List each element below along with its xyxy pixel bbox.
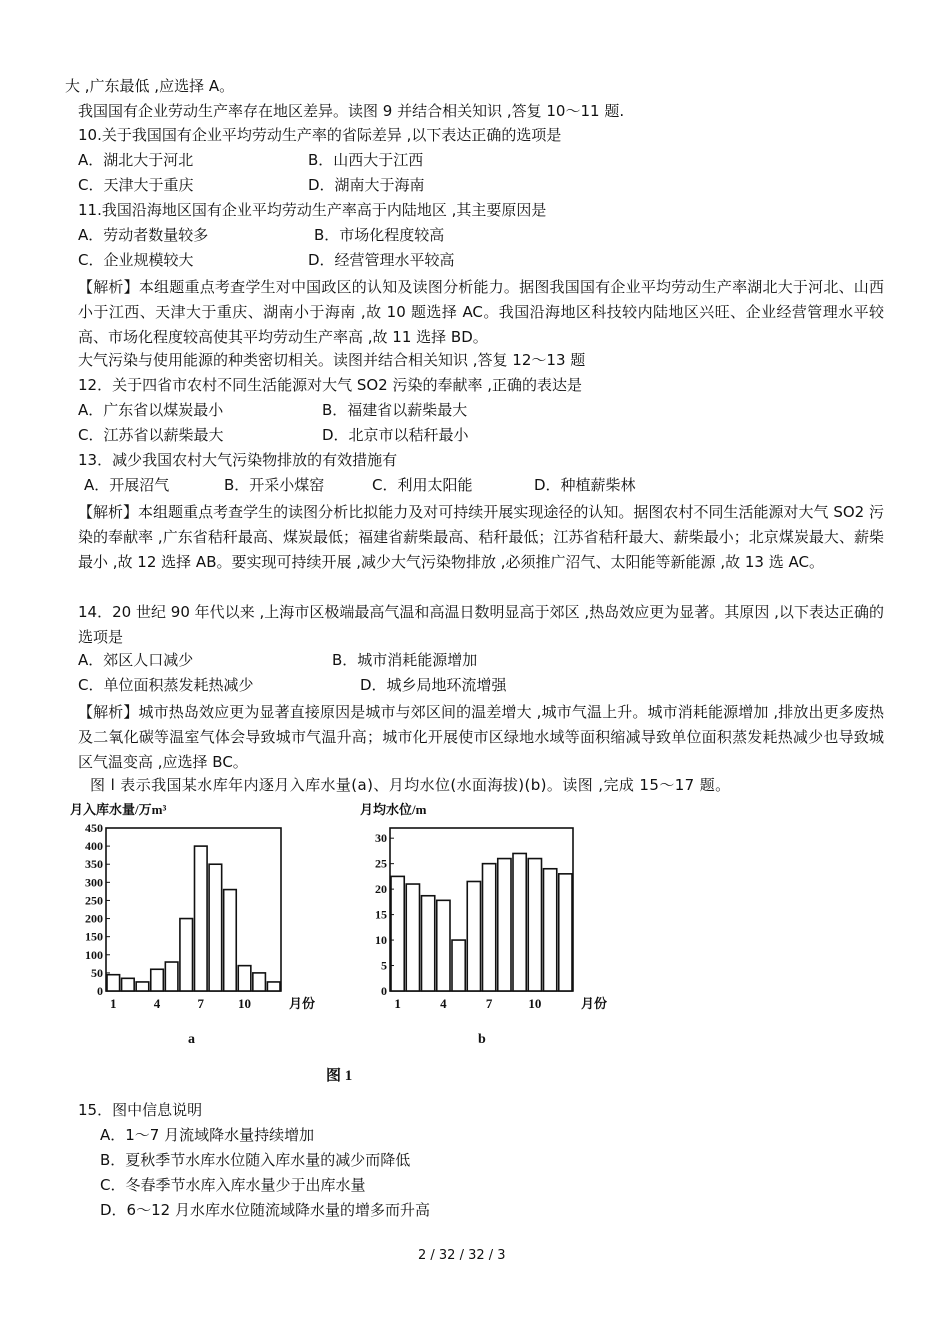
question-14: 14．20 世纪 90 年代以来 ,上海市区极端最高气温和高温日数明显高于郊区 ,热岛效应更为显著。其原因 ,以下表达正确的选项是: [78, 603, 884, 646]
analysis-14: 【解析】城市热岛效应更为显著直接原因是城市与郊区间的温差增大 ,城市气温上升。城市消耗能源增加 ,排放出更多废热及二氧化碳等温室气体会导致城市气温升高；城市化开展使市区绿地水域等面积缩减导致单位面积蒸发耗热减少也导致城区气温变高 ,应选择 BC。: [78, 703, 884, 771]
intro-10-11: 我国国有企业劳动生产率存在地区差异。读图 9 并结合相关知识 ,答复 10～11 题.: [78, 102, 625, 120]
q13-option-a: A．开展沼气: [84, 476, 170, 494]
q14-option-b: B．城市消耗能源增加: [332, 651, 478, 669]
bar-month-8: [209, 864, 222, 991]
plot-frame: [106, 828, 281, 991]
bar-month-10: [528, 859, 541, 991]
bar-month-7: [483, 864, 496, 991]
bar-month-8: [498, 859, 511, 991]
question-13: 13．减少我国农村大气污染物排放的有效措施有: [78, 451, 398, 469]
q10-option-d: D．湖南大于海南: [308, 176, 425, 194]
x-tick-label: 7: [197, 996, 205, 1011]
y-tick-label: 30: [375, 831, 387, 846]
chart-a-inflow: [70, 800, 330, 1060]
q14-option-a: A．郊区人口减少: [78, 651, 194, 669]
q10-option-a: A．湖北大于河北: [78, 151, 194, 169]
bar-month-10: [238, 966, 251, 991]
q13-option-c: C．利用太阳能: [372, 476, 473, 494]
bar-month-9: [513, 853, 526, 991]
figure-caption: 图 1: [326, 1068, 353, 1084]
chart-b-water-level: [360, 800, 610, 1060]
y-tick-label: 100: [85, 947, 103, 962]
question-10: 10.关于我国国有企业平均劳动生产率的省际差异 ,以下表达正确的选项是: [78, 126, 562, 144]
bar-month-7: [195, 846, 208, 991]
y-tick-label: 350: [85, 857, 103, 872]
bar-month-1: [107, 975, 120, 991]
y-tick-label: 25: [375, 856, 387, 871]
y-tick-label: 450: [85, 821, 103, 835]
question-11: 11.我国沿海地区国有企业平均劳动生产率高于内陆地区 ,其主要原因是: [78, 201, 547, 219]
q13-option-b: B．开采小煤窑: [224, 476, 325, 494]
q14-option-d: D．城乡局地环流增强: [360, 676, 507, 694]
y-tick-label: 15: [375, 907, 387, 922]
x-tick-label: 4: [440, 996, 447, 1011]
q12-option-d: D．北京市以秸秆最小: [322, 426, 469, 444]
bar-month-4: [437, 900, 450, 991]
q12-option-b: B．福建省以薪柴最大: [322, 401, 468, 419]
subfigure-label-a: a: [188, 1032, 195, 1047]
x-tick-label: 1: [394, 996, 401, 1011]
y-tick-label: 20: [375, 882, 387, 897]
q15-option-c: C．冬春季节水库入库水量少于出库水量: [100, 1176, 366, 1194]
bar-month-2: [406, 884, 419, 991]
bar-month-11: [253, 973, 266, 991]
y-tick-label: 50: [91, 965, 103, 980]
chart-title: 月均水位/m: [360, 802, 427, 817]
x-axis-label: 月份: [289, 996, 316, 1011]
bar-month-3: [422, 896, 435, 991]
q12-option-c: C．江苏省以薪柴最大: [78, 426, 224, 444]
y-tick-label: 300: [85, 875, 103, 890]
q10-option-c: C．天津大于重庆: [78, 176, 194, 194]
x-tick-label: 4: [153, 996, 161, 1011]
y-tick-label: 400: [85, 839, 103, 854]
y-tick-label: 200: [85, 911, 103, 926]
x-tick-label: 7: [485, 996, 493, 1011]
q11-option-b: B．市场化程度较高: [314, 226, 445, 244]
bar-month-2: [122, 978, 135, 991]
bar-month-6: [180, 919, 193, 991]
bar-month-11: [544, 869, 557, 991]
question-12: 12．关于四省市农村不同生活能源对大气 SO2 污染的奉献率 ,正确的表达是: [78, 376, 583, 394]
chart-title: 月入库水量/万m³: [70, 802, 167, 817]
q12-option-a: A．广东省以煤炭最小: [78, 401, 224, 419]
q11-option-a: A．劳动者数量较多: [78, 226, 209, 244]
intro-12-13: 大气污染与使用能源的种类密切相关。读图并结合相关知识 ,答复 12～13 题: [78, 351, 586, 369]
q11-option-c: C．企业规模较大: [78, 251, 194, 269]
q15-option-b: B．夏秋季节水库水位随入库水量的减少而降低: [100, 1151, 411, 1169]
y-tick-label: 5: [381, 958, 387, 973]
bar-month-12: [559, 874, 572, 991]
x-tick-label: 10: [528, 996, 542, 1011]
bar-month-9: [224, 890, 237, 991]
line-1: 大 ,广东最低 ,应选择 A。: [65, 77, 235, 95]
q15-option-d: D．6～12 月水库水位随流域降水量的增多而升高: [100, 1201, 430, 1219]
x-axis-label: 月份: [581, 996, 608, 1011]
bar-month-6: [467, 881, 480, 991]
x-tick-label: 1: [110, 996, 117, 1011]
subfigure-label-b: b: [478, 1032, 486, 1047]
y-tick-label: 0: [97, 984, 103, 998]
bar-month-12: [267, 982, 280, 991]
bar-month-4: [151, 969, 164, 991]
q14-option-c: C．单位面积蒸发耗热减少: [78, 676, 254, 694]
y-tick-label: 150: [85, 929, 103, 944]
question-15: 15．图中信息说明: [78, 1101, 203, 1119]
intro-15-17: 图 l 表示我国某水库年内逐月入库水量(a)、月均水位(水面海拔)(b)。读图 ,完成 15～17 题。: [90, 776, 731, 794]
x-tick-label: 10: [238, 996, 252, 1011]
y-tick-label: 10: [375, 933, 387, 948]
bar-month-1: [391, 876, 404, 991]
q10-option-b: B．山西大于江西: [308, 151, 424, 169]
y-tick-label: 250: [85, 893, 103, 908]
bar-month-3: [136, 982, 149, 991]
q15-option-a: A．1～7 月流域降水量持续增加: [100, 1126, 315, 1144]
y-tick-label: 0: [381, 984, 387, 998]
analysis-10-11: 【解析】本组题重点考查学生对中国政区的认知及读图分析能力。据图我国国有企业平均劳动生产率湖北大于河北、山西小于江西、天津大于重庆、湖南小于海南 ,故 10 题选择 AC。我国沿海地区科技较内陆地区兴旺、企业经营管理水平较高、市场化程度较高使其平均劳动生产率高 ,故 11 选择 BD。: [78, 278, 884, 346]
analysis-12-13: 【解析】本组题重点考查学生的读图分析比拟能力及对可持续开展实现途径的认知。据图农村不同生活能源对大气 SO2 污染的奉献率 ,广东省秸秆最高、煤炭最低；福建省薪柴最高、秸秆最低；江苏省秸秆最大、薪柴最小；北京煤炭最大、薪柴最小 ,故 12 选择 AB。要实现可持续开展 ,减少大气污染物排放 ,必须推广沼气、太阳能等新能源 ,故 13 选 AC。: [78, 503, 884, 571]
bar-month-5: [452, 940, 465, 991]
bar-month-5: [165, 962, 178, 991]
q13-option-d: D．种植薪柴林: [534, 476, 636, 494]
page-footer: 2 / 32 / 32 / 3: [418, 1248, 506, 1263]
q11-option-d: D．经营管理水平较高: [308, 251, 455, 269]
